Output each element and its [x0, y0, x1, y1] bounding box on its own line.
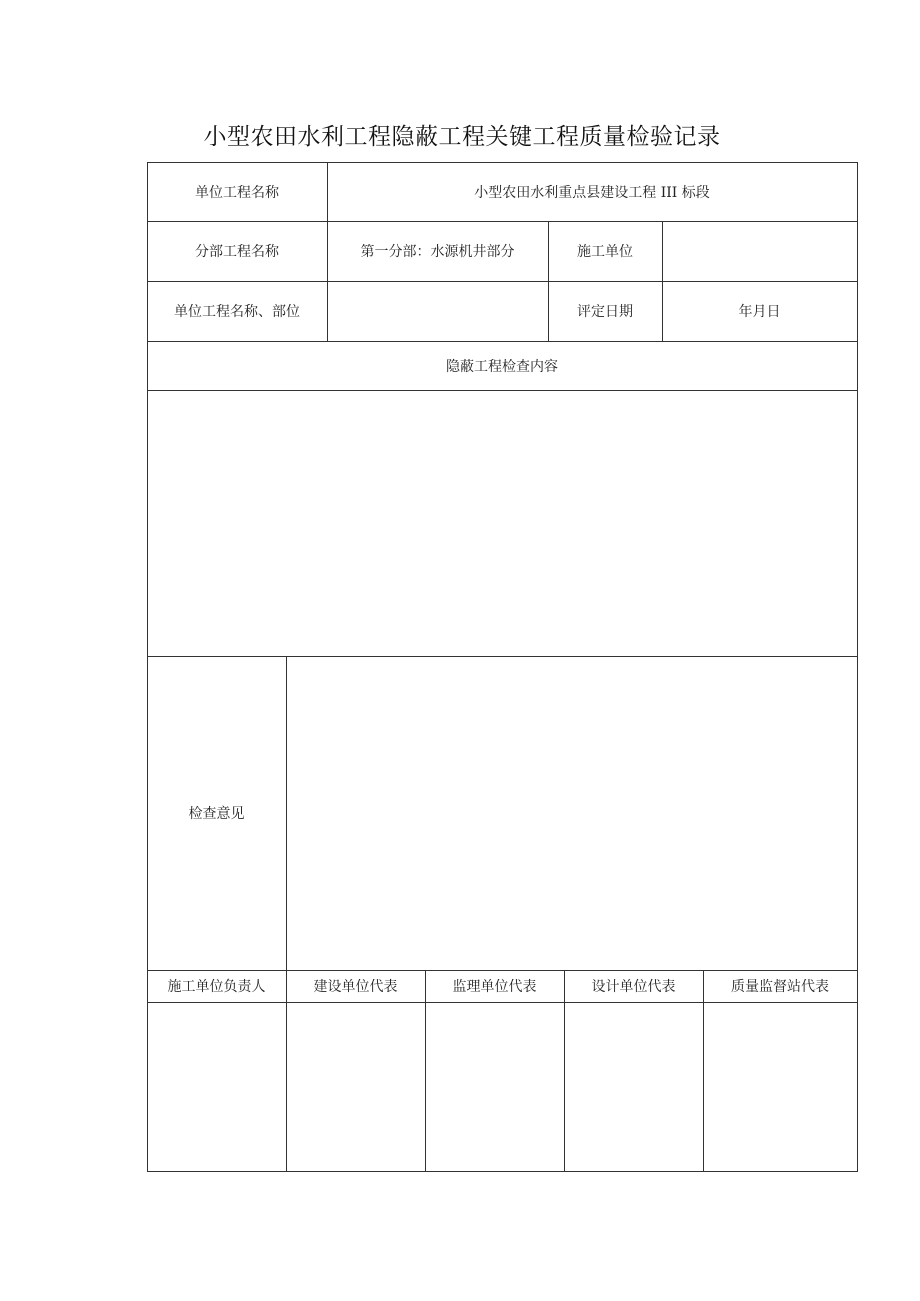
evaluation-date-value[interactable]: 年月日	[738, 304, 781, 320]
table-border-right	[857, 162, 858, 1172]
hidden-work-content[interactable]	[147, 390, 857, 656]
signature-box-design[interactable]	[564, 1002, 703, 1171]
unit-project-name-label: 单位工程名称	[195, 184, 279, 201]
signature-header-owner: 建设单位代表	[313, 979, 398, 995]
signature-header-construction: 施工单位负责人	[167, 979, 266, 995]
signature-header-design: 设计单位代表	[591, 979, 676, 995]
hidden-work-header: 隐蔽工程检查内容	[446, 358, 558, 375]
signature-header-supervisor: 监理单位代表	[452, 979, 537, 995]
unit-project-name-value[interactable]: 小型农田水利重点县建设工程 III 标段	[474, 184, 710, 201]
evaluation-date-label: 评定日期	[577, 304, 633, 320]
sub-project-name-label: 分部工程名称	[195, 244, 279, 260]
signature-header-quality: 质量监督站代表	[731, 979, 829, 995]
signature-box-quality[interactable]	[703, 1002, 857, 1171]
table-border-bottom	[147, 1171, 858, 1172]
signature-box-owner[interactable]	[286, 1002, 425, 1171]
sub-project-name-value[interactable]: 第一分部：水源机井部分	[360, 244, 515, 260]
unit-project-location-label: 单位工程名称、部位	[174, 304, 300, 320]
document-title: 小型农田水利工程隐蔽工程关键工程质量检验记录	[203, 124, 721, 150]
signature-box-construction[interactable]	[147, 1002, 286, 1171]
construction-unit-value[interactable]	[662, 221, 857, 281]
construction-unit-label: 施工单位	[577, 244, 633, 260]
unit-project-location-value[interactable]	[327, 281, 548, 341]
signature-box-supervisor[interactable]	[425, 1002, 564, 1171]
inspection-opinion-label: 检查意见	[188, 806, 245, 822]
inspection-opinion-content[interactable]	[286, 656, 857, 970]
